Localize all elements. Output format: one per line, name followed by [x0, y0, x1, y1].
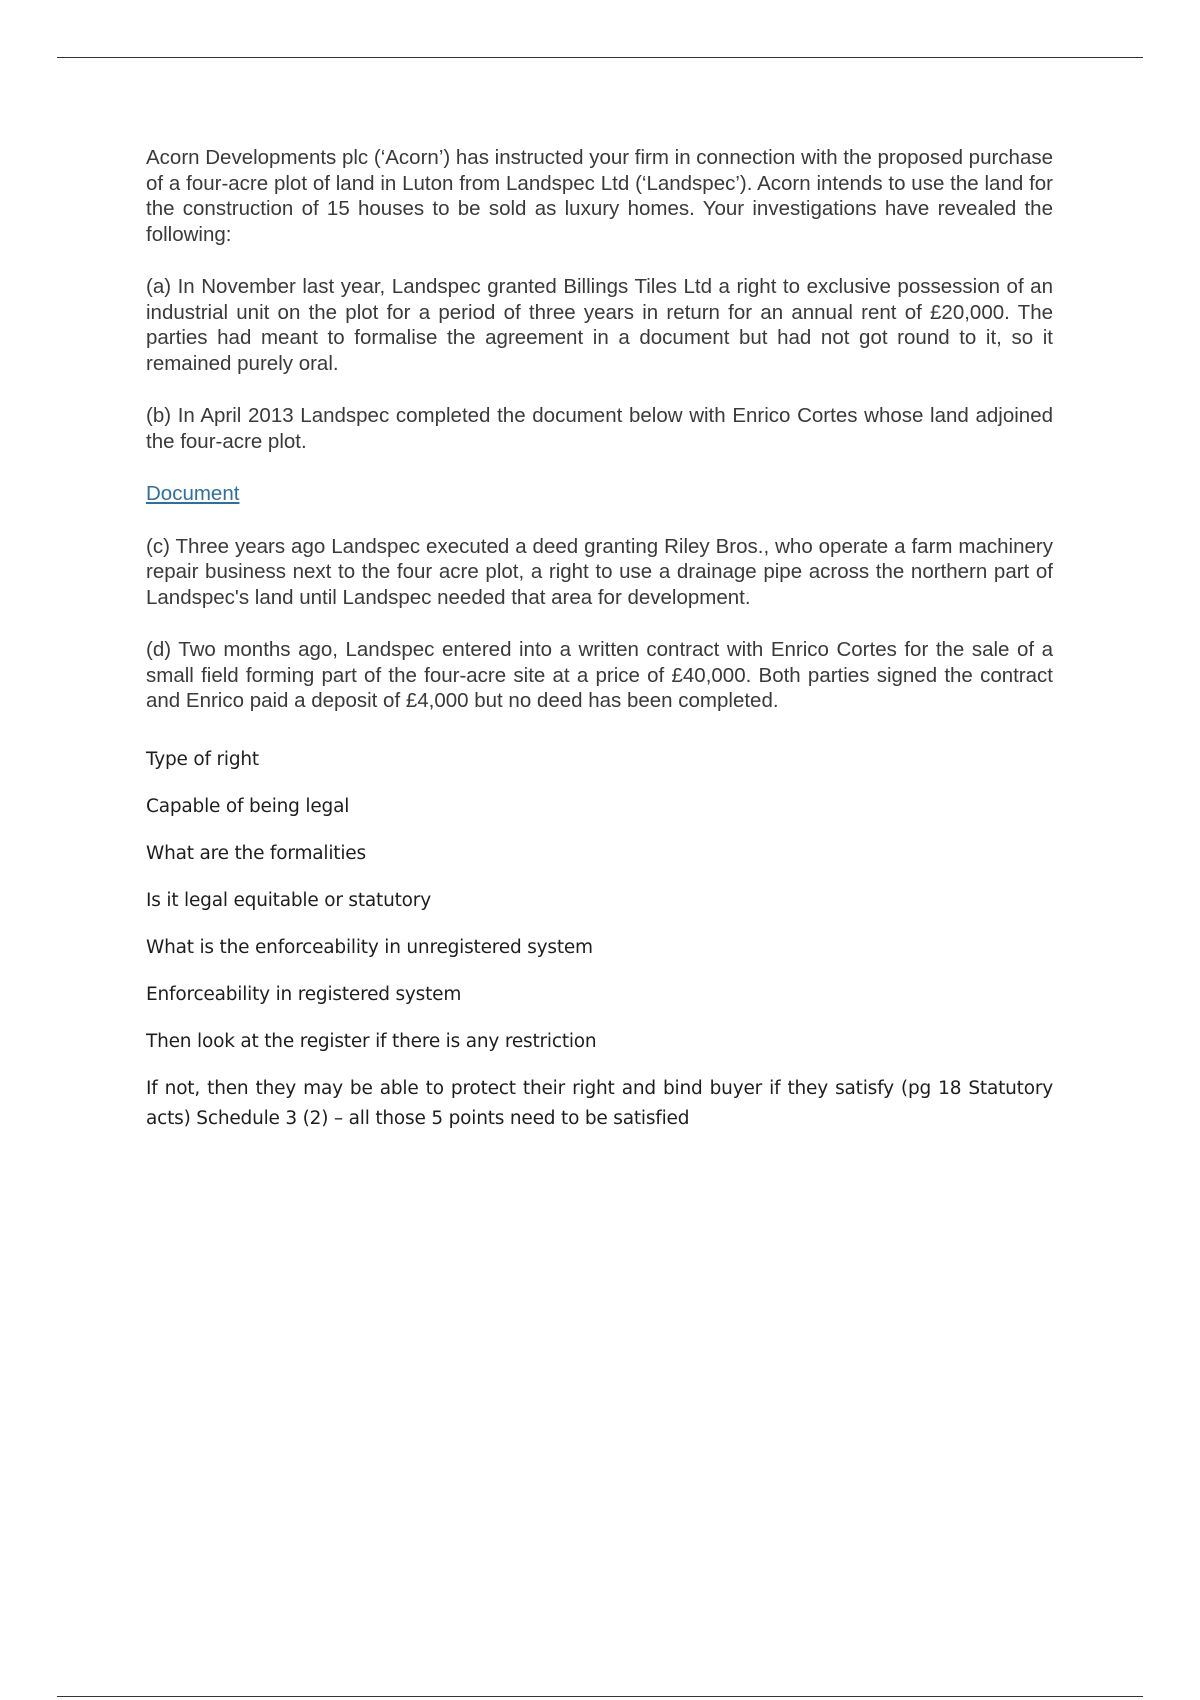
note-type-of-right: Type of right [146, 748, 259, 770]
note-legal-equitable: Is it legal equitable or statutory [146, 889, 431, 911]
document-link[interactable]: Document [146, 482, 240, 505]
note-registered: Enforceability in registered system [146, 983, 462, 1005]
page-content [146, 145, 1053, 1151]
note-formalities: What are the formalities [146, 842, 366, 864]
footer-rule [57, 1696, 1143, 1697]
header-rule [57, 57, 1143, 58]
note-capable-legal: Capable of being legal [146, 795, 350, 817]
intro-paragraph: Acorn Developments plc (‘Acorn’) has instructed your firm in connection with the proposed purchase of a four-acre plot of land in Luton from Landspec Ltd (‘Landspec’). Acorn intends to use the land for the construction of 15 houses to be sold as luxury homes. Your investigations have revealed the following: [146, 146, 1053, 246]
item-c-paragraph: (c) Three years ago Landspec executed a deed granting Riley Bros., who operate a farm machinery repair business next to the four acre plot, a right to use a drainage pipe across the northern part of Landspec's land until Landspec needed that area for development. [146, 534, 1053, 609]
item-a-paragraph: (a) In November last year, Landspec granted Billings Tiles Ltd a right to exclusive possession of an industrial unit on the plot for a period of three years in return for an annual rent of £20,000. The parties had meant to formalise the agreement in a document but had not got round to it, so it remained purely oral. [146, 275, 1053, 375]
item-d-paragraph: (d) Two months ago, Landspec entered into a written contract with Enrico Cortes for the sale of a small field forming part of the four-acre site at a price of £40,000. Both parties signed the contract and Enrico paid a deposit of £4,000 but no deed has been completed. [146, 638, 1053, 712]
note-schedule-3: If not, then they may be able to protect their right and bind buyer if they satisfy (pg 18 Statutory acts) Schedule 3 (2) – all those 5 points need to be satisfied [146, 1077, 1053, 1129]
item-b-paragraph: (b) In April 2013 Landspec completed the document below with Enrico Cortes whose land adjoined the four-acre plot. [146, 404, 1053, 453]
note-register-restriction: Then look at the register if there is any restriction [146, 1030, 597, 1052]
notes-list [146, 745, 1053, 1134]
note-unregistered: What is the enforceability in unregistered system [146, 936, 593, 958]
